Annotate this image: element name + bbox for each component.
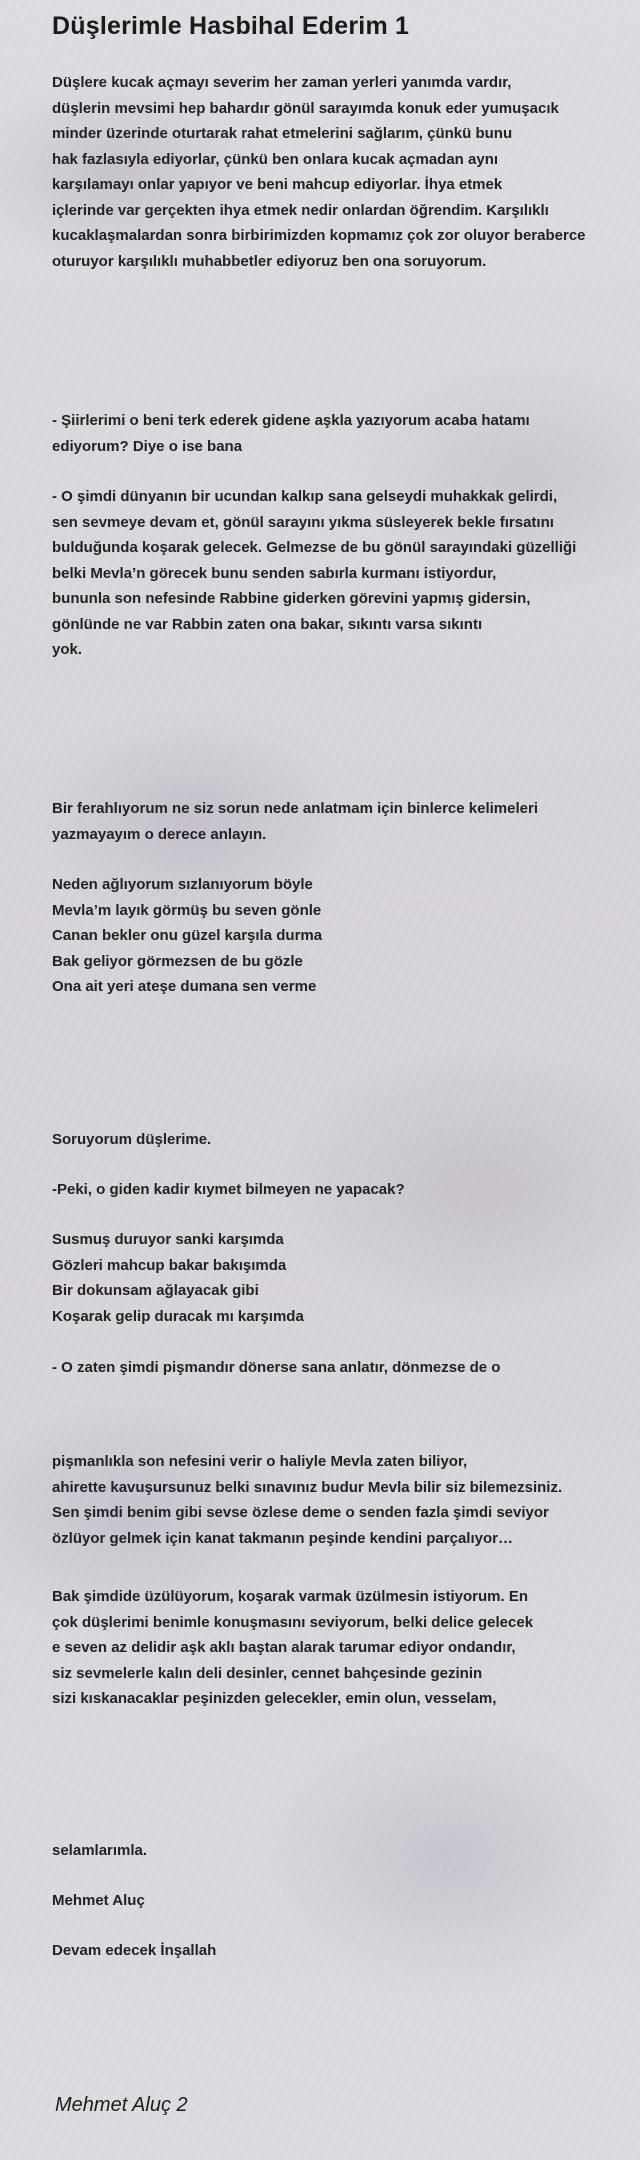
text-line: Ona ait yeri ateşe dumana sen verme xyxy=(52,978,317,995)
text-line: - Şiirlerimi o beni terk ederek gidene aşkla yazıyorum acaba hatamı xyxy=(52,412,530,429)
text-line: ediyorum? Diye o ise bana xyxy=(52,437,243,455)
text-line: yazmayayım o derece anlayın. xyxy=(52,825,267,843)
text-line: Bak geliyor görmezsen de bu gözle xyxy=(52,952,303,970)
paragraph xyxy=(52,872,632,1000)
footer-caption: Mehmet Aluç 2 xyxy=(55,2094,188,2116)
text-line: - O şimdi dünyanın bir ucundan kalkıp sana gelseydi muhakkak gelirdi, xyxy=(52,488,558,505)
text-line: Neden ağlıyorum sızlanıyorum böyle xyxy=(52,876,313,893)
text-line: Gözleri mahcup bakar bakışımda xyxy=(52,1256,287,1274)
text-line: - O zaten şimdi pişmandır dönerse sana anlatır, dönmezse de o xyxy=(52,1359,501,1376)
text-line: kucaklaşmalardan sonra birbirimizden kopmamız çok zor oluyor beraberce xyxy=(52,227,586,244)
text-line: Canan bekler onu güzel karşıla durma xyxy=(52,927,323,944)
paragraph xyxy=(52,1177,632,1203)
text-line: Koşarak gelip duracak mı karşımda xyxy=(52,1307,304,1325)
text-line: Soruyorum düşlerime. xyxy=(52,1131,212,1148)
paragraph xyxy=(52,1355,632,1381)
text-line: Sen şimdi benim gibi sevse özlese deme o senden fazla şimdi seviyor xyxy=(52,1504,549,1521)
text-line: Bir dokunsam ağlayacak gibi xyxy=(52,1282,259,1299)
text-line: pişmanlıkla son nefesini verir o haliyle Mevla zaten biliyor, xyxy=(52,1453,468,1470)
text-line: -Peki, o giden kadir kıymet bilmeyen ne yapacak? xyxy=(52,1181,405,1198)
text-line: minder üzerinde oturtarak rahat etmelerini sağlarım, çünkü bunu xyxy=(52,125,513,142)
paragraph xyxy=(52,408,632,459)
poem-title: Düşlerimle Hasbihal Ederim 1 xyxy=(52,12,410,40)
text-line: oturuyor karşılıklı muhabbetler ediyoruz ben ona soruyorum. xyxy=(52,252,487,270)
paragraph xyxy=(52,1127,632,1153)
text-line: Mevla’m layık görmüş bu seven gönle xyxy=(52,901,322,919)
paragraph xyxy=(52,1584,632,1712)
text-line: Devam edecek İnşallah xyxy=(52,1942,217,1959)
text-line: özlüyor gelmek için kanat takmanın peşinde kendini parçalıyor… xyxy=(52,1529,513,1547)
paragraph xyxy=(52,484,632,663)
text-line: Mehmet Aluç xyxy=(52,1892,145,1909)
text-line: Düşlere kucak açmayı severim her zaman yerleri yanımda vardır, xyxy=(52,74,512,91)
text-line: içlerinde var gerçekten ihya etmek nedir onlardan öğrendim. Karşılıklı xyxy=(52,201,549,219)
paragraph xyxy=(52,796,632,847)
text-line: karşılamayı onlar yapıyor ve beni mahcup ediyorlar. İhya etmek xyxy=(52,176,503,193)
paragraph xyxy=(52,1938,632,1964)
paragraph xyxy=(52,1838,632,1864)
text-line: sizi kıskanacaklar peşinizden gelecekler, emin olun, vesselam, xyxy=(52,1690,497,1707)
text-line: bulduğunda koşarak gelecek. Gelmezse de bu gönül sarayındaki güzelliği xyxy=(52,539,577,556)
text-line: çok düşlerimi benimle konuşmasını seviyorum, belki delice gelecek xyxy=(52,1613,534,1631)
paragraph xyxy=(52,1888,632,1914)
text-line: Susmuş duruyor sanki karşımda xyxy=(52,1231,284,1248)
text-line: sen sevmeye devam et, gönül sarayını yıkma süsleyerek bekle fırsatını xyxy=(52,513,554,531)
text-line: siz sevmelerle kalın deli desinler, cennet bahçesinde gezinin xyxy=(52,1664,483,1682)
text-line: belki Mevla’n görecek bunu senden sabırla kurmanı istiyordur, xyxy=(52,564,497,582)
paragraph xyxy=(52,70,632,274)
paragraph xyxy=(52,1227,632,1329)
text-line: Bak şimdide üzülüyorum, koşarak varmak üzülmesin istiyorum. En xyxy=(52,1588,528,1605)
text-line: e seven az delidir aşk aklı baştan alarak tarumar ediyor ondandır, xyxy=(52,1639,516,1656)
text-line: yok. xyxy=(52,641,83,658)
text-line: düşlerin mevsimi hep bahardır gönül sarayımda konuk eder yumuşacık xyxy=(52,99,559,117)
text-line: selamlarımla. xyxy=(52,1842,148,1859)
text-line: Bir ferahlıyorum ne siz sorun nede anlatmam için binlerce kelimeleri xyxy=(52,800,538,817)
text-line: hak fazlasıyla ediyorlar, çünkü ben onlara kucak açmadan aynı xyxy=(52,150,499,168)
text-line: ahirette kavuşursunuz belki sınavınız budur Mevla bilir siz bilemezsiniz. xyxy=(52,1478,563,1496)
text-line: gönlünde ne var Rabbin zaten ona bakar, sıkıntı varsa sıkıntı xyxy=(52,615,483,633)
text-line: bununla son nefesinde Rabbine giderken görevini yapmış gidersin, xyxy=(52,590,531,607)
paragraph xyxy=(52,1449,632,1551)
